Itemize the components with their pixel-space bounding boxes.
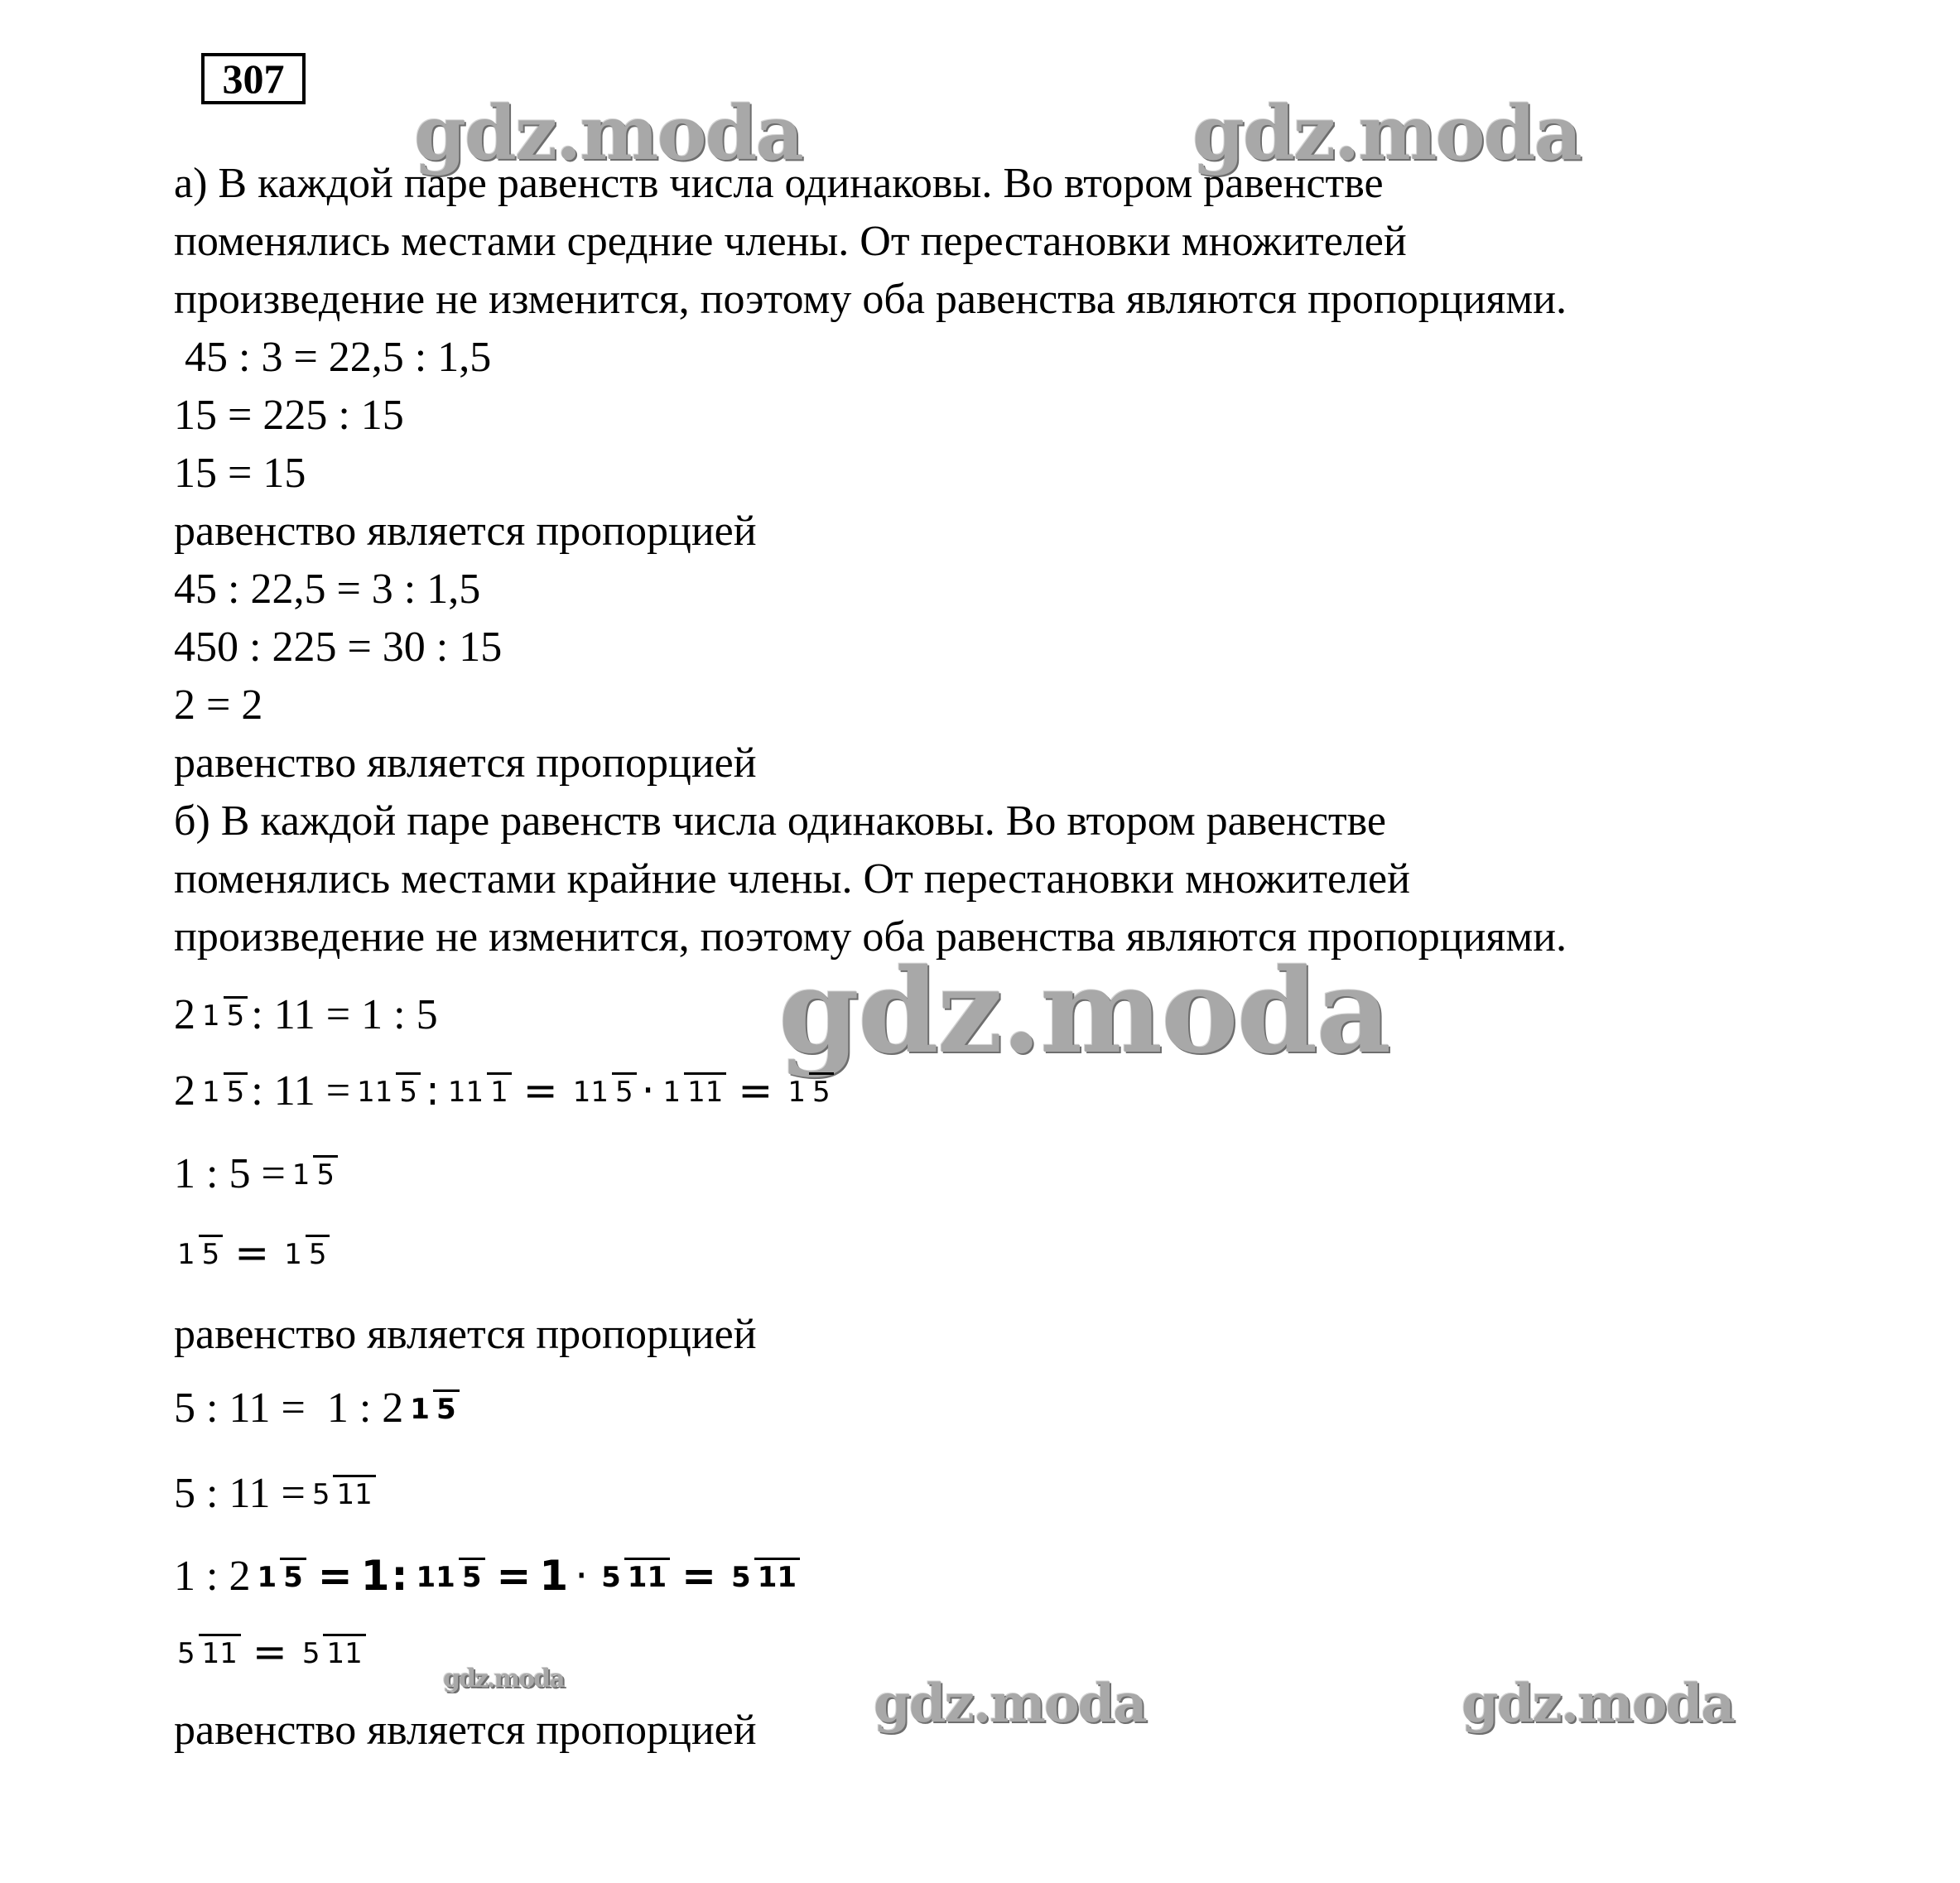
whole-part: 2 bbox=[174, 1067, 195, 1115]
fraction bbox=[174, 1634, 241, 1671]
expression: : 11 = bbox=[251, 1067, 351, 1115]
whole-part: 2 bbox=[174, 990, 195, 1038]
conclusion: равенство является пропорцией bbox=[174, 739, 757, 787]
fraction bbox=[728, 1558, 800, 1595]
conclusion: равенство является пропорцией bbox=[174, 508, 757, 555]
fraction bbox=[174, 1235, 223, 1272]
fraction bbox=[784, 1072, 833, 1110]
denominator: 11 bbox=[754, 1558, 800, 1593]
denominator: 5 bbox=[396, 1072, 421, 1108]
denominator: 11 bbox=[684, 1072, 726, 1108]
fraction bbox=[354, 1072, 421, 1110]
math-line bbox=[174, 977, 438, 1052]
part-a-paragraph-line-1: а) В каждой паре равенств числа одинаковы. Во втором равенстве bbox=[174, 160, 1384, 207]
part-a-paragraph-line-3: произведение не изменится, поэтому оба равенства являются пропорциями. bbox=[174, 276, 1568, 323]
expression: : 11 = 1 : 5 bbox=[251, 990, 438, 1038]
numerator: 5 bbox=[177, 1636, 195, 1670]
operator: = bbox=[738, 1067, 773, 1115]
math-line bbox=[174, 1456, 379, 1530]
numerator: 1 bbox=[284, 1237, 302, 1271]
denominator: 11 bbox=[199, 1634, 241, 1669]
part-a-paragraph-line-2: поменялись местами средние члены. От перестановки множителей bbox=[174, 218, 1407, 265]
operator: = bbox=[496, 1552, 532, 1600]
denominator: 5 bbox=[306, 1235, 330, 1270]
expression: 5 : 11 = bbox=[174, 1469, 306, 1517]
fraction bbox=[281, 1235, 330, 1272]
task-number: 307 bbox=[201, 53, 306, 104]
part-b-paragraph-line-3: произведение не изменится, поэтому оба равенства являются пропорциями. bbox=[174, 913, 1568, 961]
operator: · bbox=[575, 1552, 589, 1600]
numerator: 1 bbox=[787, 1075, 806, 1109]
denominator: 11 bbox=[333, 1475, 375, 1510]
denominator: 5 bbox=[313, 1155, 338, 1191]
denominator: 5 bbox=[224, 1072, 248, 1108]
denominator: 5 bbox=[280, 1558, 306, 1593]
numerator: 11 bbox=[416, 1560, 455, 1594]
equation: 15 = 225 : 15 bbox=[174, 392, 404, 439]
expression: 1 : 2 bbox=[174, 1552, 251, 1600]
fraction bbox=[660, 1072, 727, 1110]
numerator: 5 bbox=[601, 1560, 621, 1594]
expression: 5 : 11 = 1 : 2 bbox=[174, 1384, 404, 1432]
fraction bbox=[199, 996, 248, 1033]
math-line bbox=[174, 1136, 341, 1211]
value: 1 bbox=[360, 1552, 390, 1600]
operator: = bbox=[317, 1552, 353, 1600]
fraction bbox=[253, 1558, 306, 1595]
part-b-paragraph-line-2: поменялись местами крайние члены. От перестановки множителей bbox=[174, 855, 1410, 903]
fraction bbox=[445, 1072, 512, 1110]
fraction bbox=[570, 1072, 637, 1110]
math-line bbox=[174, 1539, 803, 1613]
operator: · bbox=[641, 1067, 655, 1115]
value: 1 bbox=[539, 1552, 569, 1600]
denominator: 1 bbox=[487, 1072, 512, 1108]
fraction bbox=[199, 1072, 248, 1110]
math-line bbox=[174, 1216, 333, 1290]
numerator: 1 bbox=[662, 1075, 681, 1109]
numerator: 1 bbox=[202, 999, 220, 1033]
fraction bbox=[413, 1558, 485, 1595]
operator: = bbox=[234, 1229, 270, 1277]
equation: 2 = 2 bbox=[174, 681, 263, 729]
operator: : bbox=[391, 1552, 408, 1600]
fraction bbox=[598, 1558, 670, 1595]
math-line bbox=[174, 1370, 463, 1445]
watermark: gdz.moda bbox=[443, 1664, 564, 1693]
part-b-paragraph-line-1: б) В каждой паре равенств числа одинаковы. Во втором равенстве bbox=[174, 797, 1386, 845]
numerator: 1 bbox=[410, 1392, 430, 1426]
equation: 45 : 22,5 = 3 : 1,5 bbox=[174, 566, 481, 613]
fraction bbox=[289, 1155, 338, 1192]
denominator: 5 bbox=[224, 996, 248, 1032]
operator: : bbox=[426, 1067, 440, 1115]
denominator: 5 bbox=[459, 1558, 485, 1593]
numerator: 11 bbox=[572, 1075, 609, 1109]
operator: = bbox=[252, 1628, 287, 1676]
math-line bbox=[174, 1053, 837, 1128]
equation: 45 : 3 = 22,5 : 1,5 bbox=[174, 334, 492, 381]
numerator: 5 bbox=[301, 1636, 320, 1670]
watermark: gdz.moda bbox=[1192, 89, 1581, 177]
numerator: 11 bbox=[357, 1075, 393, 1109]
fraction bbox=[407, 1389, 459, 1427]
equation: 450 : 225 = 30 : 15 bbox=[174, 624, 503, 671]
numerator: 5 bbox=[311, 1477, 330, 1511]
conclusion: равенство является пропорцией bbox=[174, 1707, 757, 1754]
math-line bbox=[174, 1615, 369, 1689]
fraction bbox=[309, 1475, 376, 1512]
operator: = bbox=[681, 1552, 717, 1600]
watermark: gdz.moda bbox=[1462, 1673, 1734, 1735]
numerator: 1 bbox=[257, 1560, 277, 1594]
equation: 15 = 15 bbox=[174, 450, 306, 497]
numerator: 5 bbox=[731, 1560, 751, 1594]
expression: 1 : 5 = bbox=[174, 1149, 286, 1197]
denominator: 5 bbox=[199, 1235, 224, 1270]
denominator: 11 bbox=[323, 1634, 365, 1669]
watermark: gdz.moda bbox=[778, 944, 1390, 1080]
operator: = bbox=[523, 1067, 558, 1115]
denominator: 5 bbox=[612, 1072, 637, 1108]
numerator: 1 bbox=[202, 1075, 220, 1109]
denominator: 11 bbox=[624, 1558, 670, 1593]
numerator: 1 bbox=[291, 1158, 311, 1192]
numerator: 1 bbox=[177, 1237, 195, 1271]
watermark: gdz.moda bbox=[874, 1673, 1146, 1735]
watermark: gdz.moda bbox=[414, 89, 802, 177]
denominator: 5 bbox=[433, 1389, 460, 1425]
denominator: 5 bbox=[809, 1072, 834, 1108]
numerator: 11 bbox=[447, 1075, 484, 1109]
fraction bbox=[299, 1634, 366, 1671]
conclusion: равенство является пропорцией bbox=[174, 1311, 757, 1358]
